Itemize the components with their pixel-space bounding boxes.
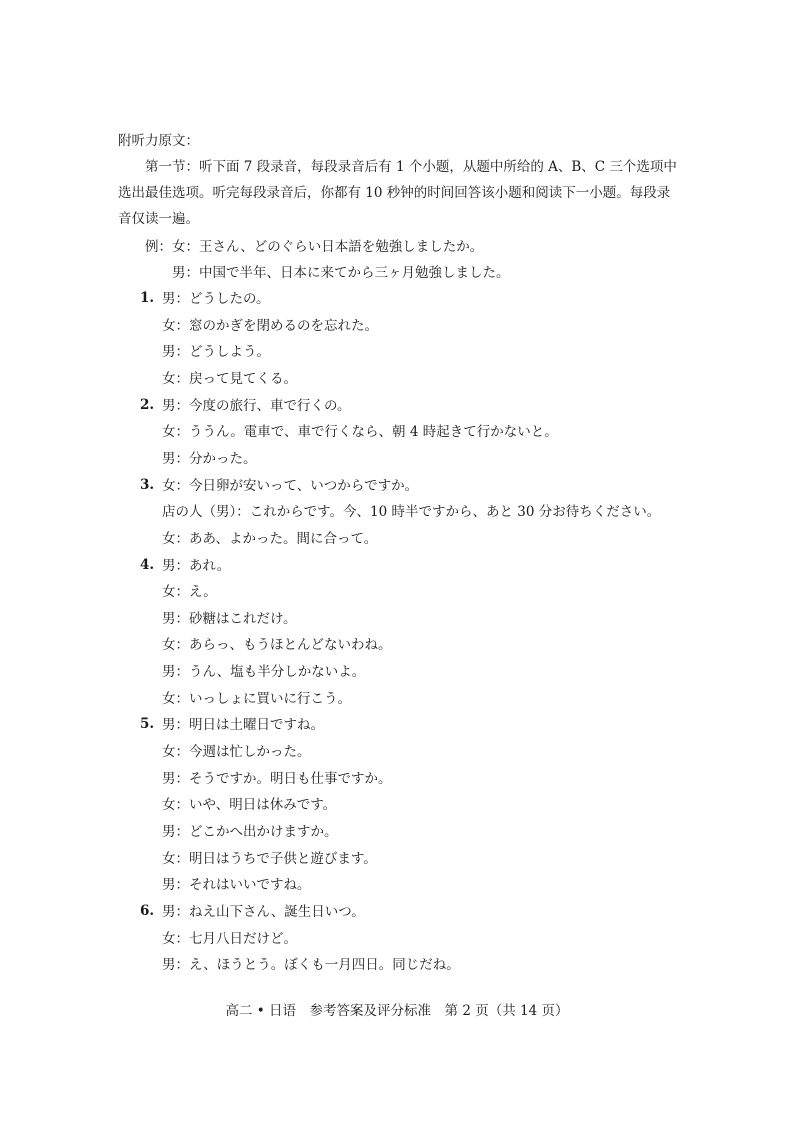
dialogue-line: 男：どうしたの。 [162,291,270,307]
item-number: 5. [140,716,155,732]
dialogue-line: 男：どこかへ出かけますか。 [162,824,338,840]
dialogue-line: 女：え。 [162,584,217,600]
dialogue-line: 男：あれ。 [162,558,231,574]
dialogue-line: 男：明日は土曜日ですね。 [162,717,324,733]
item-number: 2. [140,397,155,413]
item-number: 4. [140,557,155,573]
dialogue-line: 店の人（男）：これからです。今、10 時半ですから、あと 30 分お待ちください。 [162,504,661,520]
dialogue-line: 男：分かった。 [162,451,257,467]
dialogue-line: 男：それはいいですね。 [162,877,311,893]
dialogue-line: 女：いっしょに買いに行こう。 [162,691,351,707]
dialogue-line: 女：今週は忙しかった。 [162,744,311,760]
dialogue-line: 女：今日卵が安いって、いつからですか。 [162,478,419,494]
dialogue-line: 女：あらっ、もうほとんどないわね。 [162,637,392,653]
dialogue-line: 男：そうですか。明日も仕事ですか。 [162,771,392,787]
dialogue-line: 男：え、ほうとう。ぼくも一月四日。同じだね。 [162,957,460,973]
item-number: 3. [140,477,155,493]
intro-line-3: 音仅读一遍。 [118,211,199,227]
dialogue-line: 男：うん、塩も半分しかないよ。 [162,664,366,680]
item-number: 1. [140,290,155,306]
dialogue-line: 男：どうしよう。 [162,344,270,360]
dialogue-line: 女：ああ、よかった。間に合って。 [162,531,378,547]
example-question: 例：女：王さん、どのぐらい日本語を勉強しましたか。 [145,239,484,255]
dialogue-line: 女：ううん。電車で、車で行くなら、朝 4 時起きて行かないと。 [162,424,558,440]
dialogue-line: 女：窓のかぎを閉めるのを忘れた。 [162,318,378,334]
dialogue-line: 男：ねえ山下さん、誕生日いつ。 [162,904,365,920]
dialogue-line: 女：明日はうちで子供と遊びます。 [162,851,377,867]
page-footer: 高二 • 日语 参考答案及评分标准 第 2 页（共 14 页） [225,1003,569,1019]
intro-line-2: 选出最佳选项。听完每段录音后，你都有 10 秒钟的时间回答该小题和阅读下一小题。每段录 [118,185,671,201]
dialogue-line: 男：砂糖はこれだけ。 [162,611,297,627]
dialogue-line: 女：七月八日だけど。 [162,931,297,947]
dialogue-line: 男：今度の旅行、車で行くの。 [162,398,351,414]
example-answer: 男：中国で半年、日本に来てから三ヶ月勉強しました。 [172,265,510,281]
section-title: 附听力原文： [118,133,199,149]
item-number: 6. [140,903,155,919]
intro-line-1: 第一节：听下面 7 段录音，每段录音后有 1 个小题，从题中所给的 A、B、C 三个选项中 [145,159,677,175]
dialogue-line: 女：戻って見てくる。 [162,371,297,387]
dialogue-line: 女：いや、明日は休みです。 [162,797,337,813]
